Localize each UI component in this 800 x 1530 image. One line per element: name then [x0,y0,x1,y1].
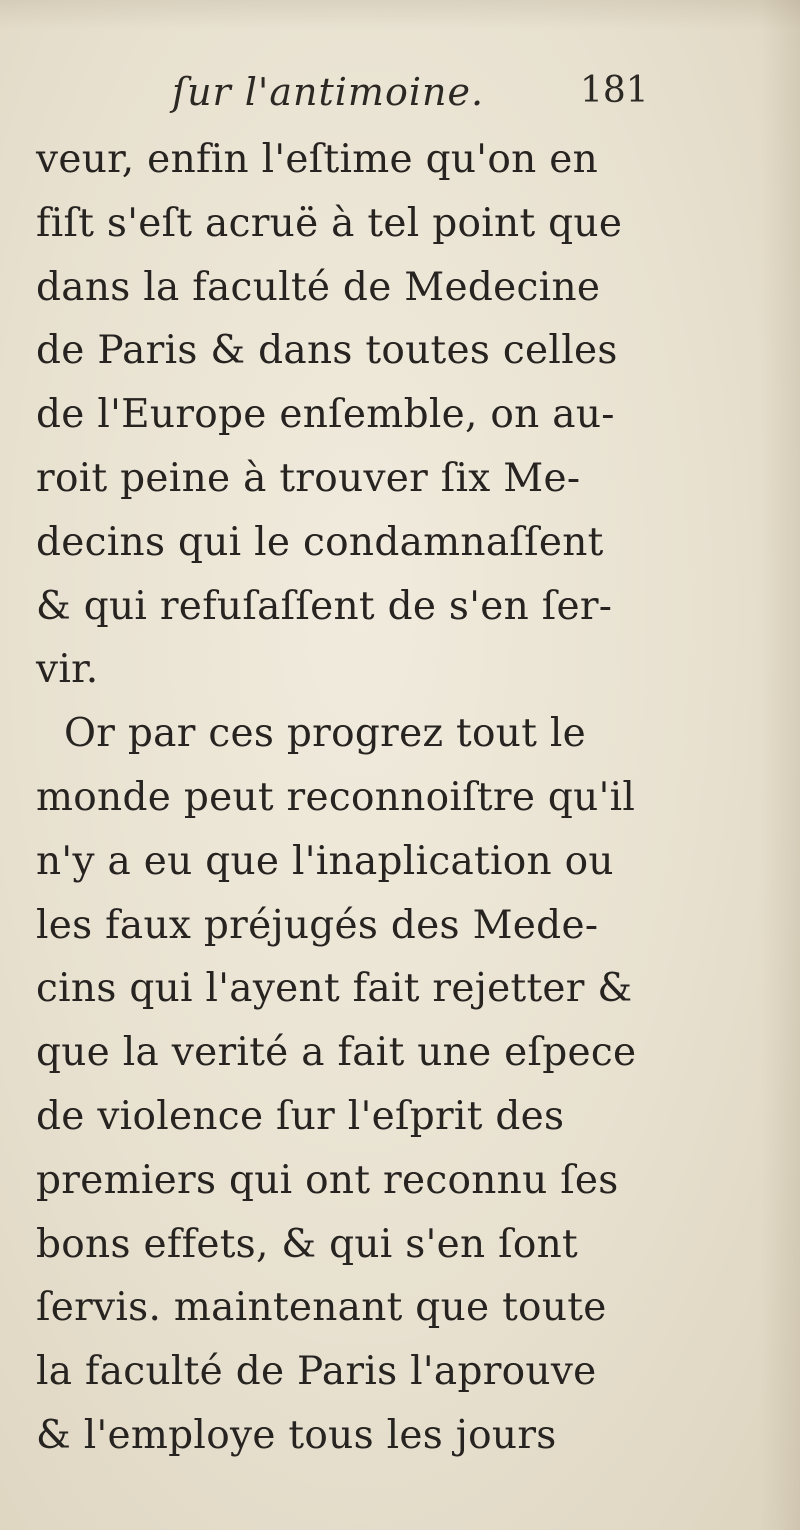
paragraph-start-line: Or par ces progrez tout le [64,711,587,757]
text-line: de violence ſur l'eſprit des [36,1093,565,1139]
text-line: bons effets, & qui s'en ſont [36,1221,578,1267]
text-line: roit peine à trouver ſix Me- [36,455,581,501]
page-header [40,62,660,122]
text-line: & l'employe tous les jours [36,1412,557,1458]
text-line: ſervis. maintenant que toute [36,1285,607,1331]
text-line: dans la faculté de Medecine [36,264,601,310]
page-top-shade [0,0,800,30]
text-line: veur, enfin l'eſtime qu'on en [36,137,599,182]
text-line: premiers qui ont reconnu ſes [36,1157,619,1203]
page-number: 181 [580,70,649,111]
text-line: vir. [36,647,99,693]
text-line: monde peut reconnoiſtre qu'il [36,774,636,820]
text-line: fiſt s'eſt acruë à tel point que [36,200,623,246]
text-line: que la verité a fait une eſpece [36,1030,637,1076]
text-line: de Paris & dans toutes celles [36,328,618,374]
text-line: n'y a eu que l'inaplication ou [36,838,614,884]
text-line: de l'Europe enſemble, on au- [36,392,615,438]
text-line: & qui refuſaſſent de s'en ſer- [36,583,613,629]
text-line: les faux préjugés des Mede- [36,902,599,948]
text-body [36,128,736,1468]
running-head: ſur l'antimoine. [172,70,485,114]
text-line: la faculté de Paris l'aprouve [36,1349,597,1395]
text-line: decins qui le condamnaſſent [36,519,604,565]
page-edge-shadow [760,0,800,1530]
text-line: cins qui l'ayent fait rejetter & [36,966,633,1012]
